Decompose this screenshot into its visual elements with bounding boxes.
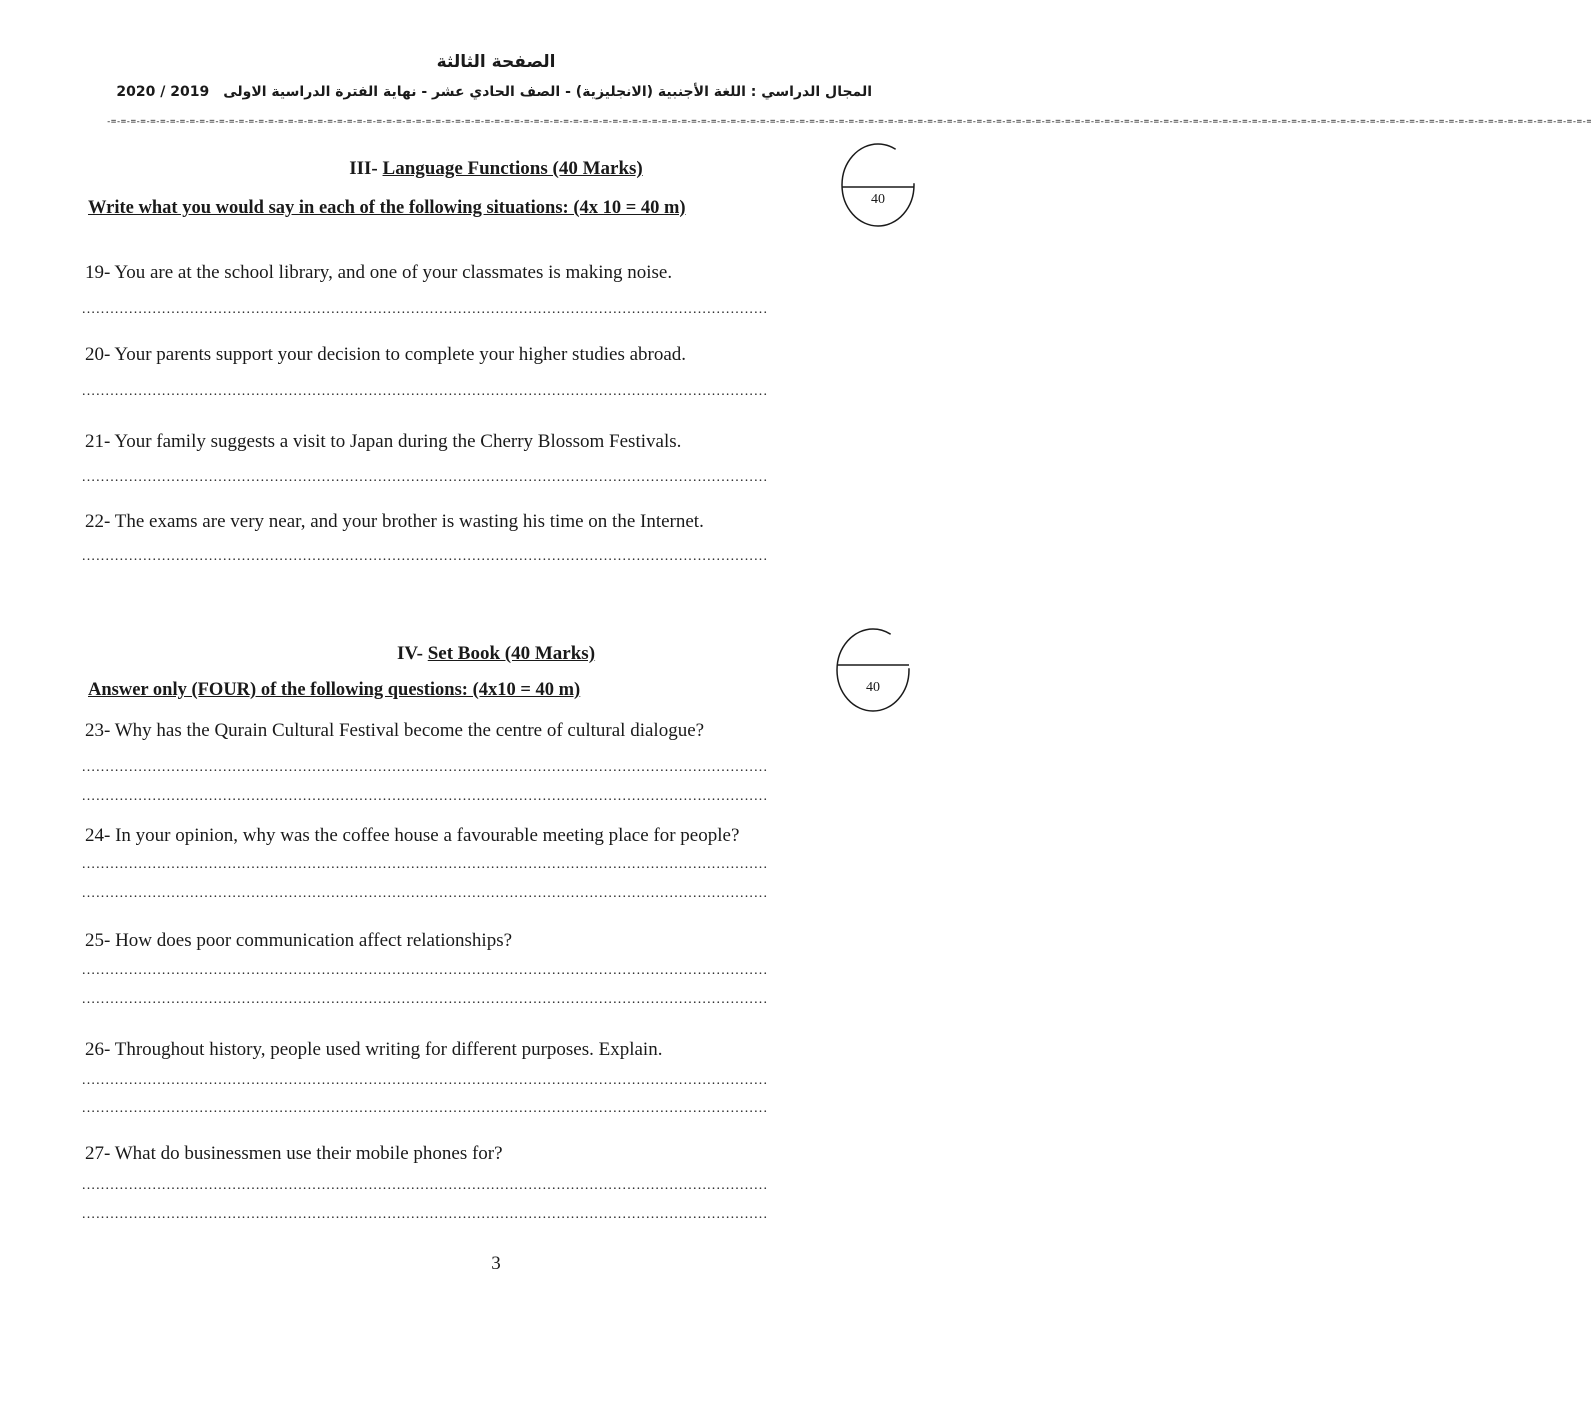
- answer-line[interactable]: ..................................................................................................................................................: [82, 886, 769, 901]
- section-4-score: 40: [866, 680, 880, 695]
- section-4-heading: Set Book (40 Marks): [427, 643, 596, 664]
- answer-line[interactable]: ..................................................................................................................................................: [82, 1207, 769, 1222]
- answer-line[interactable]: ..................................................................................................................................................: [82, 384, 769, 399]
- section-3-prefix: III-: [349, 158, 383, 179]
- section-4-instruction: Answer only (FOUR) of the following questions: (4x10 = 40 m): [88, 680, 581, 700]
- question-24: 24- In your opinion, why was the coffee house a favourable meeting place for people?: [85, 825, 740, 846]
- subject-text: المجال الدراسي : اللغة الأجنبية (الانجليزية) - الصف الحادي عشر - نهاية الفترة الدراسية الاولى: [223, 84, 872, 100]
- section-3-heading: Language Functions (40 Marks): [382, 158, 643, 179]
- answer-line[interactable]: ..................................................................................................................................................: [82, 549, 769, 564]
- answer-line[interactable]: ..................................................................................................................................................: [82, 302, 769, 317]
- section-3-score: 40: [871, 192, 885, 207]
- section-3-instruction: Write what you would say in each of the following situations: (4x 10 = 40 m): [88, 198, 686, 218]
- section-4-prefix: IV-: [396, 643, 428, 664]
- section-4-score-box: [833, 625, 913, 717]
- school-year: 2020 / 2019: [116, 84, 210, 100]
- page-label: الصفحة الثالثة: [436, 52, 556, 72]
- answer-line[interactable]: ..................................................................................................................................................: [82, 1101, 769, 1116]
- answer-line[interactable]: ..................................................................................................................................................: [82, 857, 769, 872]
- answer-line[interactable]: ..................................................................................................................................................: [82, 1178, 769, 1193]
- question-25: 25- How does poor communication affect relationships?: [85, 930, 513, 951]
- answer-line[interactable]: ..................................................................................................................................................: [82, 470, 769, 485]
- answer-line[interactable]: ..................................................................................................................................................: [82, 760, 769, 775]
- question-22: 22- The exams are very near, and your brother is wasting his time on the Internet.: [85, 511, 704, 532]
- question-27: 27- What do businessmen use their mobile phones for?: [85, 1143, 503, 1164]
- score-circle-icon: [838, 140, 918, 232]
- dashed-divider: -=-=-=-=-=-=-=-=-=-=-=-=-=-=-=-=-=-=-=-=-=-=-=-=-=-=-=-=-=-=-=-=-=-=-=-=-=-=-=-=-=-=-=-=-=-=-=-=-=-=-=-=-=-=-=-=-=-=-=-=-=-=-=-=-=-=-=-=-=-=-=-=-=-=-=-=-=-=-=-=-=-=-=-=-=-=-=-=-=-=-=-=-=-=-=-=-=-=-=-=-=-=-=-=-=-=-=-=-=-=-=-=-=-=-=-=-=-=-=-=-=-=-=-=-=-=-=-=-=-=-=-=-=-=-=-=-=-=-=-=-=-=-=-=-=-=-=-=-=-=-=: [106, 117, 1591, 127]
- question-26: 26- Throughout history, people used writing for different purposes. Explain.: [85, 1039, 663, 1060]
- subject-line: [92, 84, 872, 100]
- question-20: 20- Your parents support your decision to complete your higher studies abroad.: [85, 344, 687, 365]
- question-21: 21- Your family suggests a visit to Japan during the Cherry Blossom Festivals.: [85, 431, 682, 452]
- score-circle-icon: [833, 625, 913, 717]
- answer-line[interactable]: ..................................................................................................................................................: [82, 1073, 769, 1088]
- answer-line[interactable]: ..................................................................................................................................................: [82, 992, 769, 1007]
- question-19: 19- You are at the school library, and one of your classmates is making noise.: [85, 262, 673, 283]
- page-number: 3: [491, 1253, 501, 1274]
- section-3-score-box: [838, 140, 918, 232]
- question-23: 23- Why has the Qurain Cultural Festival become the centre of cultural dialogue?: [85, 720, 705, 741]
- answer-line[interactable]: ..................................................................................................................................................: [82, 789, 769, 804]
- answer-line[interactable]: ..................................................................................................................................................: [82, 963, 769, 978]
